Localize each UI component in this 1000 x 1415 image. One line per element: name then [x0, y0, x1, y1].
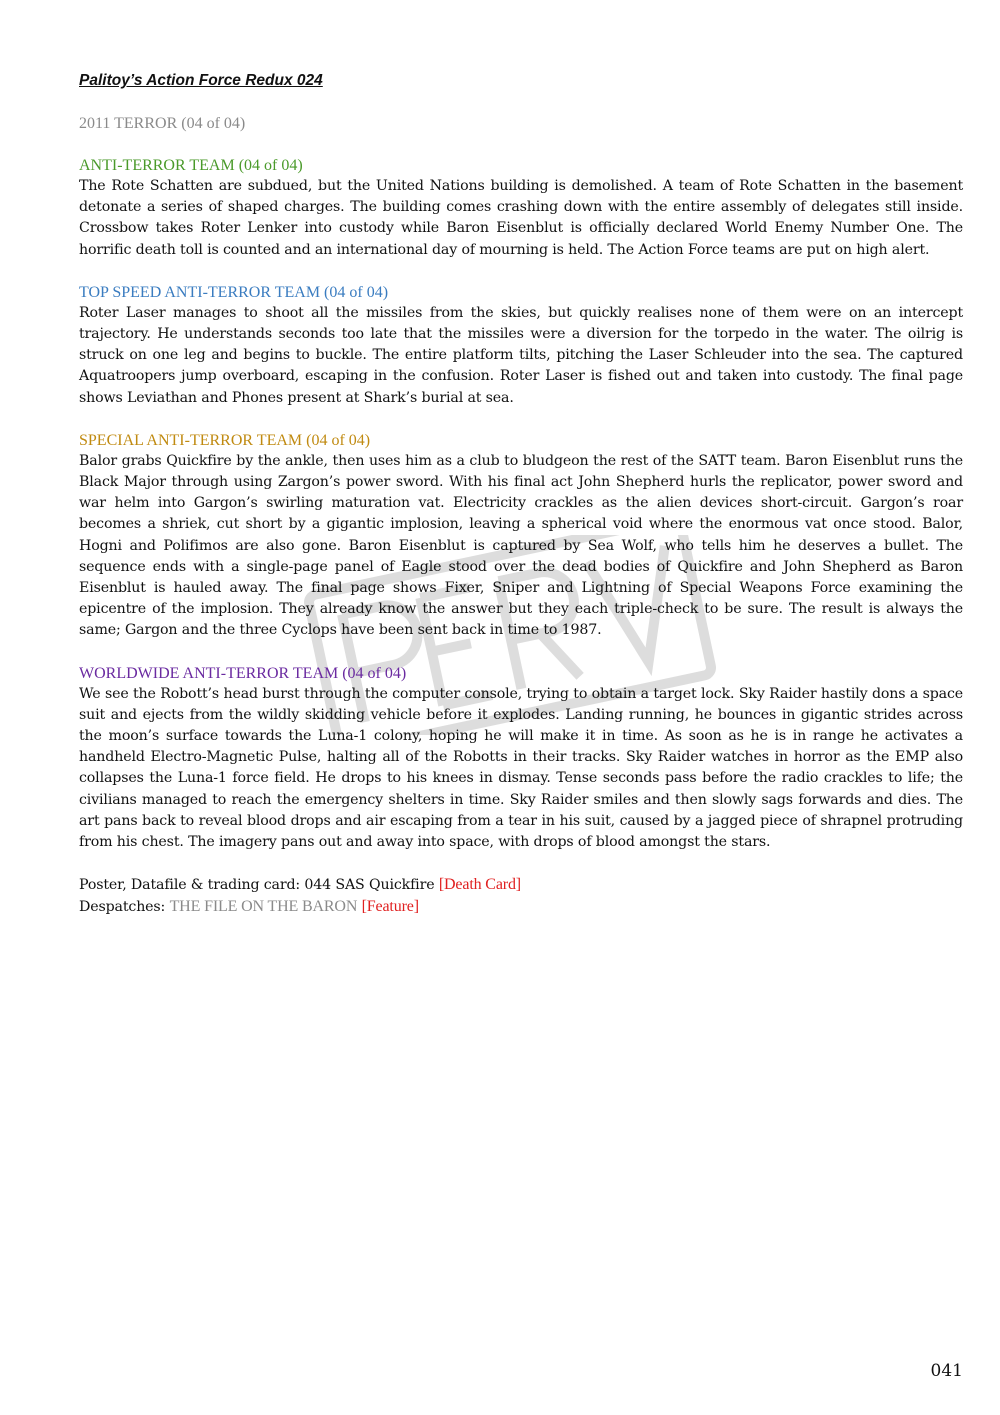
page-number: 041: [930, 1361, 963, 1381]
section-body: Balor grabs Quickfire by the ankle, then uses him as a club to bludgeon the rest of the SATT team. Baron Eisenblut runs the Black Major through using Zargon’s power sword. With his final act John Shepherd hurls the replicator, power sword and war helm into Gargon’s swirling maturation vat. Electricity crackles as the alien devices short-circuit. Gargon’s roar becomes a shriek, cut short by a gigantic implosion, leaving a spherical void where the enormous vat once stood. Balor, Hogni and Polifimos are also gone. Baron Eisenblut is captured by Sea Wolf, who tells him he deserves a bullet. The sequence ends with a single-page panel of Eagle stood over the dead bodies of Quickfire and John Shepherd as Baron Eisenblut is hauled away. The final page shows Fixer, Sniper and Lightning of Special Weapons Force examining the epicentre of the implosion. They already know the answer but they each triple-check to be sure. The result is always the same; Gargon and the three Cyclops have been sent back in time to 1987.: [79, 452, 963, 639]
section-body: Roter Laser manages to shoot all the missiles from the skies, but quickly realises none of them were on an intercept trajectory. He understands seconds too late that the missiles were a diversion for the torpedo in the water. The oilrig is struck on one leg and begins to buckle. The entire platform tilts, pitching the Laser Schleuder into the sea. The captured Aquatroopers jump overboard, escaping in the confusion. Roter Laser is fished out and taken into custody. The final page shows Leviathan and Phones present at Shark’s burial at sea.: [79, 304, 963, 406]
section-heading: SPECIAL ANTI-TERROR TEAM (04 of 04): [79, 431, 371, 449]
section-heading: WORLDWIDE ANTI-TERROR TEAM (04 of 04): [79, 664, 407, 682]
section-special-anti-terror-team: [79, 430, 963, 642]
document-title: Palitoy’s Action Force Redux 024: [79, 72, 323, 89]
despatches-feature-title: THE FILE ON THE BARON: [169, 898, 358, 916]
section-anti-terror-team: [79, 155, 963, 261]
section-heading: TOP SPEED ANTI-TERROR TEAM (04 of 04): [79, 283, 389, 301]
section-worldwide-anti-terror-team: [79, 663, 963, 854]
poster-datafile-line: [79, 874, 963, 896]
document-subtitle: 2011 TERROR (04 of 04): [79, 115, 246, 132]
death-card-tag: [Death Card]: [438, 876, 521, 894]
feature-tag: [Feature]: [361, 898, 419, 916]
despatches-label: Despatches:: [79, 899, 166, 916]
despatches-line: [79, 896, 963, 918]
poster-label: Poster, Datafile & trading card: 044 SAS Quickfire: [79, 877, 435, 894]
section-heading: ANTI-TERROR TEAM (04 of 04): [79, 157, 303, 174]
document-page: [79, 70, 963, 919]
section-body: The Rote Schatten are subdued, but the United Nations building is demolished. A team of Rote Schatten in the basement detonate a series of shaped charges. The building comes crashing down with the entire assembly of delegates still inside. Crossbow takes Roter Lenker into custody while Baron Eisenblut is officially declared World Enemy Number One. The horrific death toll is counted and an international day of mourning is held. The Action Force teams are put on high alert.: [79, 178, 963, 258]
section-top-speed-anti-terror-team: [79, 282, 963, 409]
section-body: We see the Robott’s head burst through the computer console, trying to obtain a target lock. Sky Raider hastily dons a space suit and ejects from the wildly skidding vehicle before it explodes. Landing running, he bounces in gigantic strides across the moon’s surface towards the Luna-1 colony, hoping he will make it in time. As soon as he is in range he activates a handheld Electro-Magnetic Pulse, halting all of the Robotts in their tracks. Sky Raider watches in horror as the EMP also collapses the Luna-1 force field. He drops to his knees in dismay. Tense seconds pass before the radio crackles to life; the civilians managed to reach the emergency shelters in time. Sky Raider smiles and then slowly sags forwards and dies. The art pans back to reveal blood drops and air escaping from a tear in his suit, caused by a jagged piece of shrapnel protruding from his chest. The imagery pans out and away into space, with drops of blood amongst the stars.: [79, 685, 963, 851]
